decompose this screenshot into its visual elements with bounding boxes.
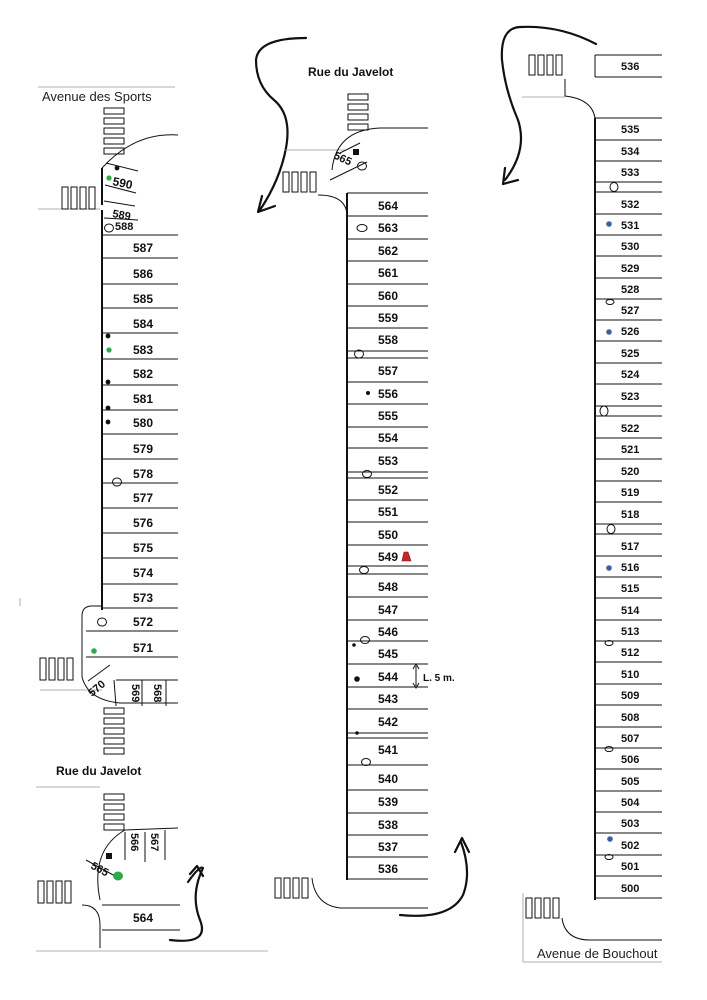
spot-546: 546 bbox=[378, 625, 399, 639]
spot-545: 545 bbox=[378, 647, 399, 661]
green-marker bbox=[113, 872, 123, 881]
spot-530: 530 bbox=[621, 241, 640, 253]
post-marker bbox=[106, 420, 111, 425]
post-marker bbox=[355, 731, 359, 735]
spot-571: 571 bbox=[133, 641, 154, 655]
tree-marker bbox=[113, 478, 122, 486]
crosswalk-mid-top bbox=[348, 94, 368, 130]
right-spot-labels bbox=[621, 124, 640, 895]
spot-547: 547 bbox=[378, 603, 399, 617]
spot-588: 588 bbox=[115, 221, 134, 233]
spot-514: 514 bbox=[621, 605, 640, 617]
blue-marker bbox=[606, 565, 612, 571]
crosswalk-right-top bbox=[529, 55, 562, 75]
spot-580: 580 bbox=[133, 416, 154, 430]
spot-509: 509 bbox=[621, 690, 640, 702]
spot-578: 578 bbox=[133, 467, 154, 481]
spot-544: 544 bbox=[378, 670, 399, 684]
spot-536: 536 bbox=[378, 862, 399, 876]
spot-550: 550 bbox=[378, 528, 399, 542]
spot-526: 526 bbox=[621, 326, 640, 338]
spot-561: 561 bbox=[378, 266, 399, 280]
spot-525: 525 bbox=[621, 348, 640, 360]
crosswalk-bottom-side bbox=[38, 881, 71, 903]
post-marker bbox=[106, 380, 111, 385]
tree-marker bbox=[360, 567, 369, 574]
spot-583: 583 bbox=[133, 343, 154, 357]
post-marker bbox=[106, 334, 111, 339]
crosswalk-bottom-vertical bbox=[104, 794, 124, 830]
spot-507: 507 bbox=[621, 733, 640, 745]
spot-570: 570 bbox=[86, 678, 108, 700]
spot-536-right: 536 bbox=[621, 61, 640, 73]
post-marker bbox=[115, 166, 120, 171]
street-label-rue-du-javelot-mid: Rue du Javelot bbox=[308, 65, 394, 79]
spot-568: 568 bbox=[151, 684, 163, 703]
spot-539: 539 bbox=[378, 795, 399, 809]
spot-523: 523 bbox=[621, 391, 640, 403]
middle-spot-labels bbox=[378, 199, 398, 876]
spot-586: 586 bbox=[133, 267, 154, 281]
spot-517: 517 bbox=[621, 541, 640, 553]
right-section bbox=[502, 27, 662, 962]
left-section bbox=[20, 87, 178, 754]
direction-arrow bbox=[502, 27, 596, 180]
spot-505: 505 bbox=[621, 776, 640, 788]
spot-564: 564 bbox=[378, 199, 399, 213]
spot-587: 587 bbox=[133, 241, 154, 255]
spot-564-bottom: 564 bbox=[133, 911, 154, 925]
spot-577: 577 bbox=[133, 491, 154, 505]
crosswalk-lower-left bbox=[40, 658, 73, 680]
tree-marker bbox=[610, 183, 618, 192]
spot-535: 535 bbox=[621, 124, 640, 136]
spot-574: 574 bbox=[133, 566, 154, 580]
spot-556: 556 bbox=[378, 387, 399, 401]
spot-563: 563 bbox=[378, 221, 399, 235]
spot-552: 552 bbox=[378, 483, 399, 497]
spot-562: 562 bbox=[378, 244, 399, 258]
crosswalk-mid-side bbox=[283, 172, 316, 192]
post-marker bbox=[106, 406, 111, 411]
blue-marker bbox=[607, 836, 613, 842]
spot-538: 538 bbox=[378, 818, 399, 832]
spot-521: 521 bbox=[621, 444, 640, 456]
spot-575: 575 bbox=[133, 541, 154, 555]
spot-510: 510 bbox=[621, 669, 640, 681]
spot-590: 590 bbox=[111, 174, 134, 193]
spot-501: 501 bbox=[621, 861, 640, 873]
spot-565-bottom: 565 bbox=[88, 860, 111, 880]
blue-marker bbox=[606, 329, 612, 335]
spot-589: 589 bbox=[111, 208, 132, 224]
spot-503: 503 bbox=[621, 818, 640, 830]
tree-marker bbox=[606, 300, 614, 305]
spot-554: 554 bbox=[378, 431, 399, 445]
spot-513: 513 bbox=[621, 626, 640, 638]
crosswalk-lower-vertical bbox=[104, 708, 124, 754]
street-label-avenue-des-sports: Avenue des Sports bbox=[42, 89, 152, 104]
spot-516: 516 bbox=[621, 562, 640, 574]
spot-572: 572 bbox=[133, 615, 154, 629]
spot-567: 567 bbox=[148, 833, 160, 852]
spot-522: 522 bbox=[621, 423, 640, 435]
spot-557: 557 bbox=[378, 364, 399, 378]
tree-marker bbox=[361, 637, 370, 644]
spot-585: 585 bbox=[133, 292, 154, 306]
spot-582: 582 bbox=[133, 367, 154, 381]
spot-508: 508 bbox=[621, 712, 640, 724]
spot-529: 529 bbox=[621, 263, 640, 275]
blue-marker bbox=[606, 221, 612, 227]
spot-504: 504 bbox=[621, 797, 640, 809]
spot-579: 579 bbox=[133, 442, 154, 456]
crosswalk-top-left bbox=[104, 108, 124, 154]
tree-marker bbox=[105, 224, 114, 232]
spot-534: 534 bbox=[621, 146, 640, 158]
spot-528: 528 bbox=[621, 284, 640, 296]
spot-566: 566 bbox=[128, 833, 140, 852]
street-label-avenue-de-bouchout: Avenue de Bouchout bbox=[537, 946, 658, 961]
spot-515: 515 bbox=[621, 583, 640, 595]
spot-559: 559 bbox=[378, 311, 399, 325]
red-cone-marker bbox=[402, 552, 411, 561]
spot-532: 532 bbox=[621, 199, 640, 211]
spot-581: 581 bbox=[133, 392, 154, 406]
spot-541: 541 bbox=[378, 743, 399, 757]
middle-section bbox=[256, 38, 469, 916]
left-spot-dividers bbox=[86, 235, 178, 657]
left-bottom-section bbox=[36, 764, 268, 951]
spot-558: 558 bbox=[378, 333, 399, 347]
green-marker bbox=[91, 648, 97, 654]
post-marker bbox=[352, 643, 356, 647]
spot-533: 533 bbox=[621, 167, 640, 179]
spot-519: 519 bbox=[621, 487, 640, 499]
crosswalk-right-bottom bbox=[526, 898, 559, 918]
spot-584: 584 bbox=[133, 317, 154, 331]
spot-543: 543 bbox=[378, 692, 399, 706]
spot-520: 520 bbox=[621, 466, 640, 478]
spot-560: 560 bbox=[378, 289, 399, 303]
tree-marker bbox=[362, 759, 371, 766]
crosswalk-side-left bbox=[62, 187, 95, 209]
spot-537: 537 bbox=[378, 840, 399, 854]
spot-524: 524 bbox=[621, 369, 640, 381]
spot-506: 506 bbox=[621, 754, 640, 766]
left-spot-labels bbox=[133, 241, 153, 655]
spot-500: 500 bbox=[621, 883, 640, 895]
tree-marker bbox=[357, 225, 367, 232]
spot-569: 569 bbox=[129, 684, 141, 703]
spot-576: 576 bbox=[133, 516, 154, 530]
spot-553: 553 bbox=[378, 454, 399, 468]
tree-marker bbox=[605, 747, 613, 752]
green-marker bbox=[106, 347, 111, 352]
spot-555: 555 bbox=[378, 409, 399, 423]
tree-marker bbox=[600, 406, 608, 416]
post-marker bbox=[353, 149, 359, 155]
post-marker bbox=[366, 391, 370, 395]
spot-542: 542 bbox=[378, 715, 399, 729]
spot-512: 512 bbox=[621, 647, 640, 659]
tree-marker bbox=[98, 618, 107, 626]
spot-531: 531 bbox=[621, 220, 640, 232]
tree-marker bbox=[607, 525, 615, 534]
spot-540: 540 bbox=[378, 772, 399, 786]
length-annotation: L. 5 m. bbox=[423, 673, 455, 684]
spot-527: 527 bbox=[621, 305, 640, 317]
spot-565-mid: 565 bbox=[331, 149, 354, 169]
spot-548: 548 bbox=[378, 580, 399, 594]
spot-551: 551 bbox=[378, 505, 399, 519]
green-marker bbox=[106, 175, 111, 180]
crosswalk-mid-bottom bbox=[275, 878, 308, 898]
post-marker bbox=[106, 853, 112, 859]
post-marker bbox=[354, 676, 360, 682]
spot-518: 518 bbox=[621, 509, 640, 521]
spot-502: 502 bbox=[621, 840, 640, 852]
spot-573: 573 bbox=[133, 591, 154, 605]
spot-549: 549 bbox=[378, 550, 399, 564]
street-label-rue-du-javelot-left: Rue du Javelot bbox=[56, 764, 142, 778]
